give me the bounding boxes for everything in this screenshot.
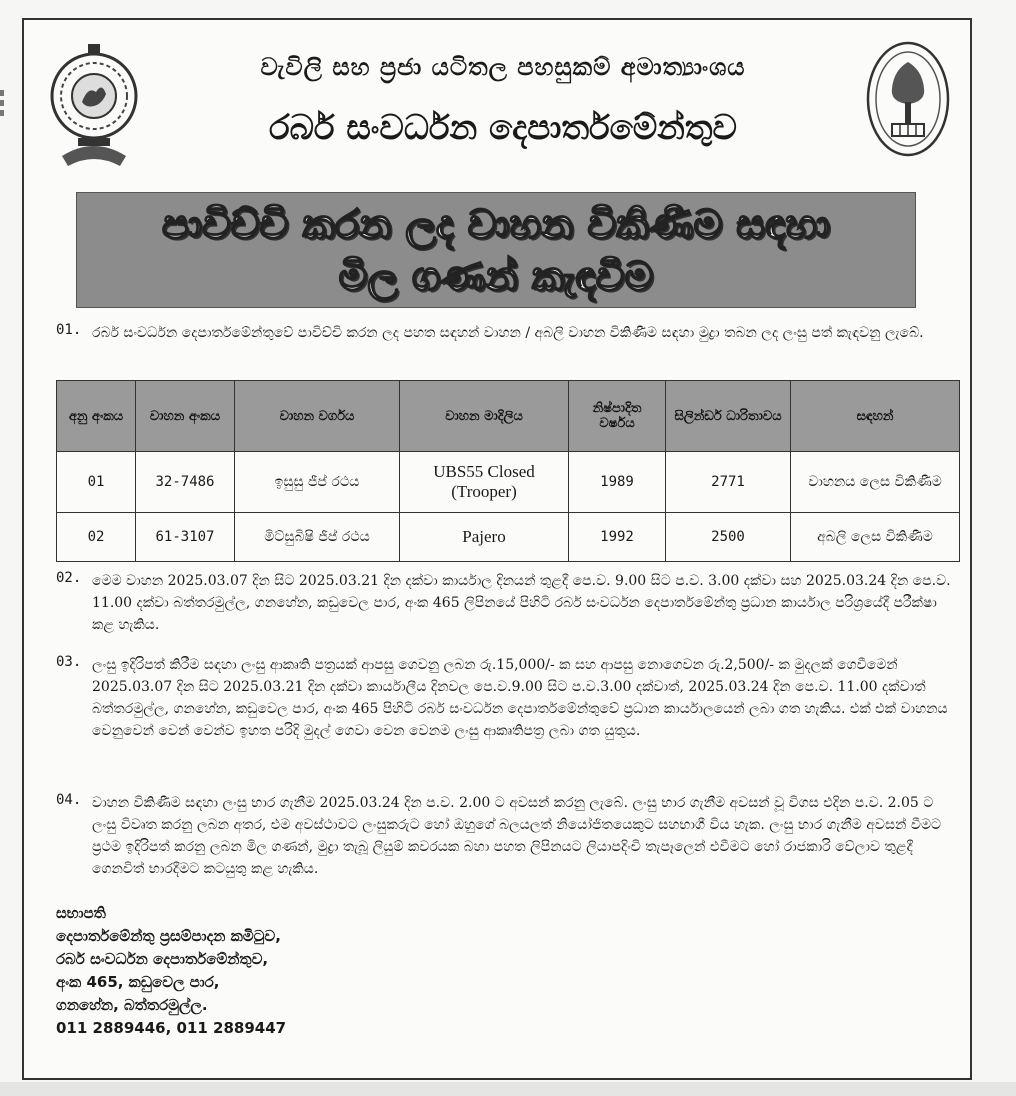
cell-vehicle-no: 32-7486: [136, 452, 235, 513]
address-line: රබර් සංවර්ධන දෙපාර්තමේන්තුව,: [56, 950, 269, 968]
ministry-name: වැවිලි සහ ප්‍රජා යටිතල පහසුකම් අමාත්‍යාංශය: [260, 52, 746, 81]
section-number: 03.: [56, 654, 82, 670]
section-4-text: වාහන විකිණීම සඳහා ලංසු භාර ගැනීම 2025.03.24 දින ප.ව. 2.00 ට අවසන් කරනු ලැබේ. ලංසු භාර ගැනීම අවසන් වූ විගස එදින ප.ව. 2.05 ට ලංසු විවෘත කරනු ලබන අතර, එම අවස්ථාවට ලංසුකරුට හෝ ඔහුගේ බලයලත් නියෝජිතයෙකුට සහභාගී විය හැක. ලංසු භාර ගැනීම අවසන් වීමට ප්‍රථම ඉදිරිපත් කරනු ලබන මිල ගණන්, මුද්‍රා තැබූ ලියුම් කවරයක බහා පහත ලිපිනයට ලියාපදිංචි තැපෑලෙන් එවීමට හෝ රාජකාරි වේලාව තුළදී ගෙනවිත් භාරදීමට කටයුතු කළ හැකිය.: [92, 795, 942, 877]
cell-serial: 02: [57, 513, 136, 562]
table-row: [57, 513, 960, 562]
notice-banner: [76, 192, 916, 308]
cell-vehicle-type: මිට්සුබිෂි ජීප් රථය: [235, 513, 400, 562]
department-name: රබර් සංවර්ධන දෙපාර්තමේන්තුව: [269, 108, 737, 148]
table-header-row: [57, 381, 960, 452]
scan-bottom-strip: [0, 1082, 1016, 1096]
phone-numbers: 011 2889446, 011 2889447: [56, 1019, 287, 1037]
department-seal-icon: [864, 38, 952, 160]
signatory-title: සභාපති: [56, 904, 106, 922]
table-row: [57, 452, 960, 513]
address-line: දෙපාර්තමේන්තු ප්‍රසම්පාදන කමිටුව,: [56, 927, 281, 945]
col-header-cylinder-capacity: සිලින්ඩර් ධාරිතාවය: [666, 381, 791, 452]
section-number: 01.: [56, 322, 82, 338]
scan-margin-marks: [0, 90, 6, 290]
cell-year: 1992: [569, 513, 666, 562]
col-header-model: වාහන මාදිලිය: [400, 381, 569, 452]
banner-title-line2: මිල ගණන් කැඳවීම: [338, 254, 654, 300]
col-header-serial: අනු අංකය: [57, 381, 136, 452]
cell-year: 1989: [569, 452, 666, 513]
col-header-remarks: සඳහන්: [791, 381, 960, 452]
section-2-text: මෙම වාහන 2025.03.07 දින සිට 2025.03.21 දින දක්වා කාර්යාල දිනයන් තුළදී පෙ.ව. 9.00 සිට ප.ව. 3.00 දක්වා සහ 2025.03.24 දින පෙ.ව. 11.00 දක්වා බත්තරමුල්ල, ගනහේන, කඩුවෙල පාර, අංක 465 ලිපිනයේ පිහිටි රබර් සංවර්ධන දෙපාර්තමේන්තු ප්‍රධාන කාර්යාල පරිශ්‍රයේදී පරීක්ෂා කළ හැකිය.: [92, 573, 951, 633]
cell-serial: 01: [57, 452, 136, 513]
col-header-vehicle-no: වාහන අංකය: [136, 381, 235, 452]
signature-block: [56, 902, 286, 1040]
section-number: 04.: [56, 792, 82, 808]
section-1-text: රබර් සංවර්ධන දෙපාර්තමේන්තුවේ පාවිච්චි කරන ලද පහත සඳහන් වාහන / අබලි වාහන විකිණීම සඳහා මුද්‍රා තබන ලද ලංසු පත් කැඳවනු ලැබේ.: [92, 325, 924, 341]
address-line: ගනහේන, බත්තරමුල්ල.: [56, 996, 208, 1014]
col-header-vehicle-type: වාහන වර්ගය: [235, 381, 400, 452]
address-line: අංක 465, කඩුවෙල පාර,: [56, 973, 220, 991]
national-emblem-icon: [48, 38, 140, 178]
cell-cylinder-capacity: 2500: [666, 513, 791, 562]
section-3-text: ලංසු ඉදිරිපත් කිරීම සඳහා ලංසු ආකෘති පත්‍රයක් ආපසු ගෙවනු ලබන රු.15,000/- ක සහ ආපසු නොගෙවන රු.2,500/- ක මුදලක් ගෙවීමෙන් 2025.03.07 දින සිට 2025.03.21 දින දක්වා කාර්යාලීය දිනවල පෙ.ව.9.00 සිට ප.ව.3.00 දක්වාත්, 2025.03.24 දින පෙ.ව. 11.00 දක්වාත් බත්තරමුල්ල, ගනහේන, කඩුවෙල පාර, අංක 465 පිහිටි රබර් සංවර්ධන දෙපාර්තමේන්තුවේ ප්‍රධාන කාර්යාලයෙන් ලබා ගත හැකිය. එක් එක් වාහනය වෙනුවෙන් වෙන් වෙන්ව ඉහත පරිදි මුදල් ගෙවා වෙන වෙනම ලංසු ආකෘතිපත්‍ර ලබා ගත යුතුය.: [92, 657, 948, 739]
cell-cylinder-capacity: 2771: [666, 452, 791, 513]
cell-remarks: වාහනය ලෙස විකිණීම: [791, 452, 960, 513]
vehicle-table: [56, 380, 960, 562]
cell-vehicle-no: 61-3107: [136, 513, 235, 562]
col-header-year: නිෂ්පාදිත වර්ෂය: [569, 381, 666, 452]
section-number: 02.: [56, 570, 82, 586]
cell-model: Pajero: [400, 513, 569, 562]
cell-vehicle-type: ඉසුසු ජීප් රථය: [235, 452, 400, 513]
cell-model: UBS55 Closed (Trooper): [400, 452, 569, 513]
banner-title-line1: පාවිච්චි කරන ලද වාහන විකිණීම සඳහා: [161, 202, 831, 248]
cell-remarks: අබලි ලෙස විකිණීම: [791, 513, 960, 562]
